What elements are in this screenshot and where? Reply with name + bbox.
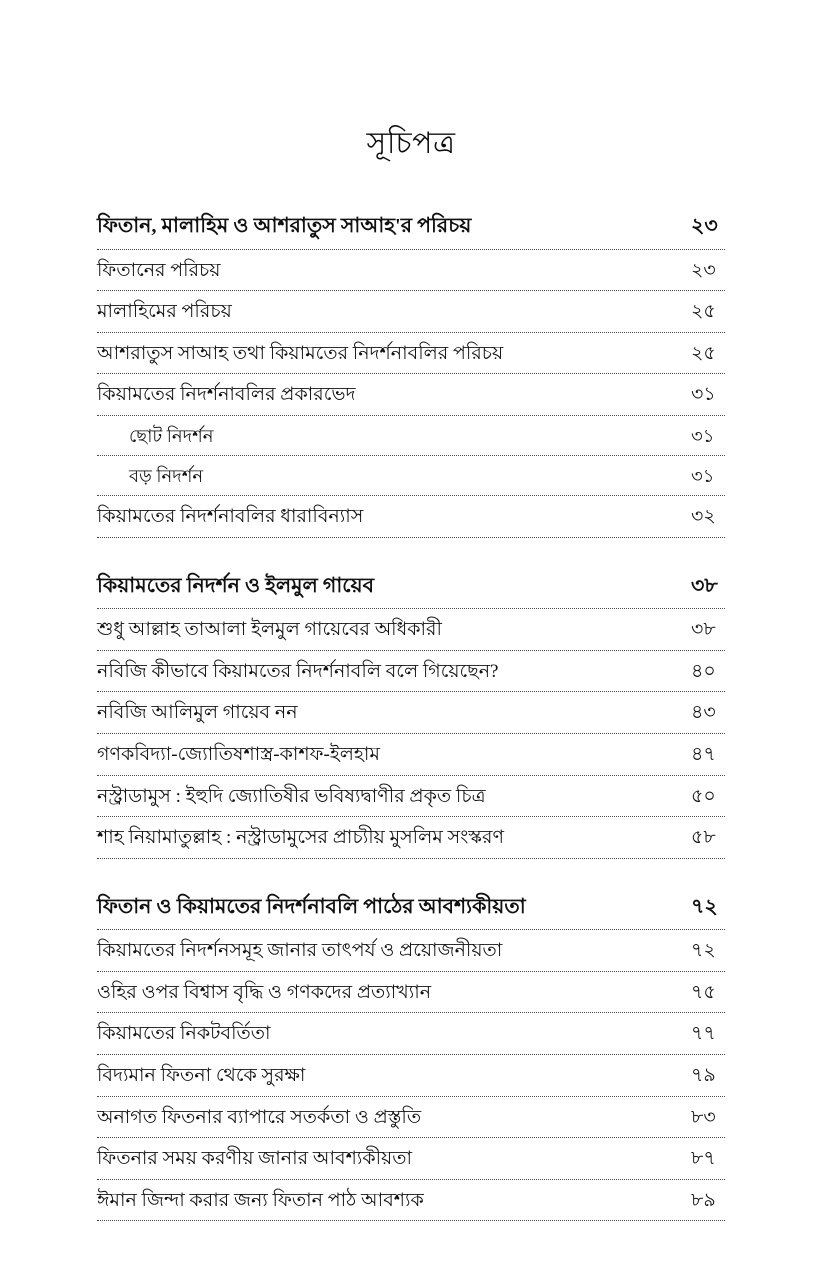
toc-entry-row[interactable] — [97, 374, 725, 416]
toc-entry-row[interactable] — [97, 333, 725, 375]
toc-entry-page-number: ৩৮ — [691, 619, 716, 641]
toc-entry-row[interactable] — [97, 496, 725, 538]
toc-section — [97, 568, 725, 859]
toc-entry-row[interactable] — [97, 972, 725, 1014]
toc-entry-page-number: ৭৫ — [691, 981, 716, 1003]
toc-entry-label: ওহির ওপর বিশ্বাস বৃদ্ধি ও গণকদের প্রত্যাখ্যান — [97, 981, 432, 1003]
page-title: সূচিপত্র — [366, 127, 456, 160]
toc-section-heading-row[interactable] — [97, 568, 725, 610]
toc-entry-page-number: ৩১ — [691, 466, 715, 486]
toc-entry-page-number: ৩৮ — [691, 574, 718, 597]
toc-entry-row[interactable] — [97, 250, 725, 292]
toc-entry-label: গণকবিদ্যা-জ্যোতিষশাস্ত্র-কাশফ-ইলহাম — [97, 744, 380, 765]
toc-entry-label: নস্ট্রাডামুস : ইহুদি জ্যোতিষীর ভবিষ্যদ্বাণীর প্রকৃত চিত্র — [97, 785, 486, 807]
toc-entry-row[interactable] — [97, 776, 725, 818]
toc-entry-row[interactable] — [97, 734, 725, 776]
toc-entry-page-number: ৩১ — [691, 425, 715, 446]
toc-entry-page-number: ৩১ — [691, 384, 716, 406]
toc-entry-label: ঈমান জিন্দা করার জন্য ফিতান পাঠ আবশ্যক — [97, 1189, 424, 1211]
toc-entry-row[interactable] — [97, 1055, 725, 1097]
toc-entry-label: অনাগত ফিতনার ব্যাপারে সতর্কতা ও প্রস্তুতি — [97, 1106, 422, 1128]
toc-entry-page-number: ২৫ — [691, 342, 716, 364]
toc-entry-row[interactable] — [97, 456, 725, 496]
toc-entry-label: কিয়ামতের নিকটবর্তিতা — [97, 1023, 271, 1045]
toc-entry-page-number: ২৩ — [691, 259, 716, 281]
toc-entry-row[interactable] — [97, 817, 725, 859]
toc-entry-row[interactable] — [97, 416, 725, 456]
toc-entry-label: ফিতনার সময় করণীয় জানার আবশ্যকীয়তা — [97, 1148, 413, 1170]
toc-entry-page-number: ৪০ — [691, 660, 716, 682]
toc-entry-label: আশরাতুস সাআহ তথা কিয়ামতের নিদর্শনাবলির পরিচয় — [97, 342, 504, 364]
toc-entry-row[interactable] — [97, 609, 725, 651]
toc-entry-label: মালাহিমের পরিচয় — [97, 301, 232, 323]
toc-entry-page-number: ৭২ — [691, 940, 716, 962]
toc-entry-label: শাহ নিয়ামাতুল্লাহ : নস্ট্রাডামুসের প্রাচ্যীয় মুসলিম সংস্করণ — [97, 827, 504, 849]
toc-entry-label: বড় নিদর্শন — [129, 466, 204, 486]
toc-entry-page-number: ৪৭ — [691, 744, 716, 765]
toc-section — [97, 208, 725, 538]
toc-entry-page-number: ৩২ — [691, 506, 716, 528]
toc-entry-page-number: ৮৩ — [691, 1106, 716, 1128]
toc-section-heading-label: ফিতান, মালাহিম ও আশরাতুস সাআহ'র পরিচয় — [97, 215, 472, 237]
toc-section-heading-label: ফিতান ও কিয়ামতের নিদর্শনাবলি পাঠের আবশ্যকীয়তা — [97, 895, 526, 918]
toc-entry-row[interactable] — [97, 692, 725, 734]
toc-entry-label: কিয়ামতের নিদর্শনাবলির ধারাবিন্যাস — [97, 506, 364, 528]
toc-entry-page-number: ৭২ — [691, 895, 718, 918]
toc-section-heading-label: কিয়ামতের নিদর্শন ও ইলমুল গায়েব — [97, 574, 375, 597]
toc-section-heading-row[interactable] — [97, 889, 725, 931]
toc-section-heading-row[interactable] — [97, 208, 725, 250]
toc-entry-page-number: ৭৭ — [691, 1023, 716, 1045]
toc-entry-label: নবিজি আলিমুল গায়েব নন — [97, 702, 298, 724]
toc-entry-label: ফিতানের পরিচয় — [97, 259, 221, 281]
toc-entry-page-number: ২৫ — [691, 301, 716, 323]
toc-entry-row[interactable] — [97, 1097, 725, 1139]
toc-entry-label: শুধু আল্লাহ তাআলা ইলমুল গায়েবের অধিকারী — [97, 619, 442, 641]
toc-entry-page-number: ৭৯ — [691, 1065, 716, 1086]
toc-entry-row[interactable] — [97, 930, 725, 972]
toc-entry-row[interactable] — [97, 291, 725, 333]
toc-entry-label: কিয়ামতের নিদর্শনাবলির প্রকারভেদ — [97, 384, 356, 406]
toc-entry-row[interactable] — [97, 1180, 725, 1222]
toc-entry-row[interactable] — [97, 1013, 725, 1055]
toc-entry-page-number: ৪৩ — [691, 702, 716, 724]
toc-entry-row[interactable] — [97, 1138, 725, 1180]
toc-entry-label: বিদ্যমান ফিতনা থেকে সুরক্ষা — [97, 1065, 306, 1086]
toc-entry-page-number: ৮৭ — [691, 1148, 716, 1170]
toc-entry-label: নবিজি কীভাবে কিয়ামতের নিদর্শনাবলি বলে গিয়েছেন? — [97, 660, 499, 682]
toc-entry-page-number: ২৩ — [691, 215, 718, 237]
toc-entry-page-number: ৫০ — [691, 785, 716, 807]
toc-entry-page-number: ৫৮ — [691, 827, 716, 849]
toc-entry-label: কিয়ামতের নিদর্শনসমূহ জানার তাৎপর্য ও প্রয়োজনীয়তা — [97, 940, 503, 962]
toc-list — [97, 162, 725, 1221]
toc-entry-label: ছোট নিদর্শন — [129, 425, 214, 446]
toc-entry-row[interactable] — [97, 651, 725, 693]
toc-section — [97, 889, 725, 1222]
toc-entry-page-number: ৮৯ — [691, 1189, 716, 1211]
